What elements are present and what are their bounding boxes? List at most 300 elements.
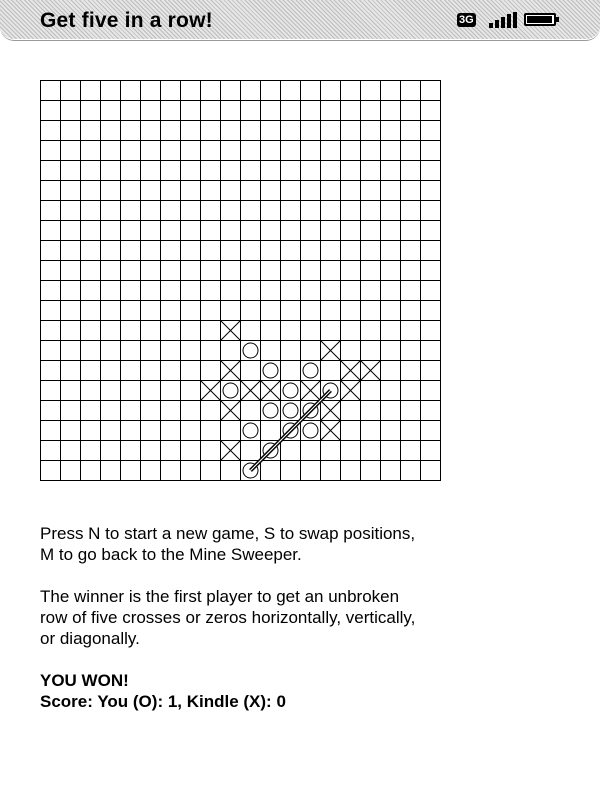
board-cell[interactable] [341,181,361,201]
board-cell[interactable] [221,141,241,161]
board-cell[interactable] [221,221,241,241]
board-cell[interactable] [401,261,421,281]
board-cell[interactable] [81,421,101,441]
board-cell[interactable] [101,401,121,421]
board-cell[interactable] [181,221,201,241]
board-cell[interactable] [181,141,201,161]
board-cell[interactable] [101,201,121,221]
board-cell[interactable] [121,261,141,281]
board-cell[interactable] [281,281,301,301]
board-cell[interactable] [221,281,241,301]
board-cell[interactable] [81,261,101,281]
board-cell[interactable] [161,341,181,361]
board-cell[interactable] [281,221,301,241]
board-cell[interactable] [241,441,261,461]
board-cell[interactable] [421,441,441,461]
board-cell[interactable] [81,441,101,461]
board-cell[interactable] [381,241,401,261]
board-cell[interactable] [341,421,361,441]
board-cell[interactable] [301,241,321,261]
board-cell[interactable] [301,101,321,121]
board-cell[interactable] [41,401,61,421]
board-cell[interactable] [401,381,421,401]
board-cell[interactable] [401,441,421,461]
board-cell[interactable] [101,161,121,181]
board-cell[interactable] [361,81,381,101]
board-cell[interactable] [261,241,281,261]
board-cell[interactable] [81,461,101,481]
board-cell[interactable] [101,121,121,141]
board-cell[interactable] [221,81,241,101]
board-cell[interactable] [321,301,341,321]
board-cell[interactable] [261,461,281,481]
board-cell[interactable] [141,461,161,481]
board-cell[interactable] [381,121,401,141]
board-cell[interactable] [61,361,81,381]
board-cell[interactable] [341,241,361,261]
board-cell[interactable] [301,181,321,201]
board-cell[interactable] [341,141,361,161]
board-cell[interactable] [381,341,401,361]
board-cell[interactable] [61,341,81,361]
board-cell[interactable] [241,401,261,421]
board-cell[interactable] [101,421,121,441]
board-cell[interactable] [321,281,341,301]
board-cell[interactable] [401,181,421,201]
board-cell[interactable] [381,301,401,321]
board-cell[interactable] [421,141,441,161]
board-cell[interactable] [281,341,301,361]
board-cell[interactable] [361,381,381,401]
board-cell[interactable] [381,101,401,121]
board-cell[interactable] [341,401,361,421]
board-cell[interactable] [381,381,401,401]
board-cell[interactable] [281,321,301,341]
board-cell[interactable] [301,321,321,341]
board-cell[interactable] [181,381,201,401]
board-cell[interactable] [261,281,281,301]
board-cell[interactable] [321,181,341,201]
board-cell[interactable] [81,341,101,361]
board-cell[interactable] [201,401,221,421]
board-cell[interactable] [81,101,101,121]
board-cell[interactable] [421,401,441,421]
board-cell[interactable] [401,101,421,121]
board-cell[interactable] [421,161,441,181]
board-cell[interactable] [221,421,241,441]
board-cell[interactable] [241,261,261,281]
board-cell[interactable] [341,201,361,221]
board-cell[interactable] [201,161,221,181]
board-cell[interactable] [321,101,341,121]
board-cell[interactable] [281,461,301,481]
board-cell[interactable] [121,101,141,121]
board-cell[interactable] [201,321,221,341]
board-cell[interactable] [61,301,81,321]
board-cell[interactable] [401,281,421,301]
board-cell[interactable] [61,441,81,461]
board-cell[interactable] [201,261,221,281]
board-cell[interactable] [341,321,361,341]
board-cell[interactable] [141,181,161,201]
board-cell[interactable] [221,241,241,261]
board-cell[interactable] [61,81,81,101]
board-cell[interactable] [141,341,161,361]
board-cell[interactable] [61,401,81,421]
board-cell[interactable] [101,181,121,201]
board-cell[interactable] [181,321,201,341]
board-cell[interactable] [121,141,141,161]
board-cell[interactable] [341,301,361,321]
board-cell[interactable] [281,441,301,461]
board-cell[interactable] [401,421,421,441]
board-cell[interactable] [201,461,221,481]
board-cell[interactable] [241,281,261,301]
board-cell[interactable] [321,141,341,161]
board-cell[interactable] [221,301,241,321]
board-cell[interactable] [381,461,401,481]
board-cell[interactable] [261,341,281,361]
board-cell[interactable] [381,81,401,101]
board-cell[interactable] [141,261,161,281]
board-cell[interactable] [141,321,161,341]
board-cell[interactable] [61,181,81,201]
board-cell[interactable] [81,221,101,241]
board-cell[interactable] [61,141,81,161]
board-cell[interactable] [41,221,61,241]
board-cell[interactable] [321,81,341,101]
board-cell[interactable] [61,281,81,301]
board-cell[interactable] [41,321,61,341]
board-cell[interactable] [361,241,381,261]
board-cell[interactable] [161,321,181,341]
board-cell[interactable] [381,261,401,281]
board-cell[interactable] [181,401,201,421]
board-cell[interactable] [81,241,101,261]
board-cell[interactable] [161,241,181,261]
board-cell[interactable] [421,461,441,481]
board-cell[interactable] [141,281,161,301]
board-cell[interactable] [101,461,121,481]
board-cell[interactable] [301,461,321,481]
board-cell[interactable] [181,301,201,321]
board-cell[interactable] [261,261,281,281]
board-cell[interactable] [181,281,201,301]
board-cell[interactable] [101,301,121,321]
board-cell[interactable] [121,421,141,441]
board-cell[interactable] [201,421,221,441]
board-cell[interactable] [121,181,141,201]
board-cell[interactable] [61,381,81,401]
board-cell[interactable] [321,161,341,181]
board-cell[interactable] [41,181,61,201]
board-cell[interactable] [161,221,181,241]
board-cell[interactable] [321,241,341,261]
board-cell[interactable] [241,121,261,141]
board-cell[interactable] [161,441,181,461]
board-cell[interactable] [201,221,221,241]
board-cell[interactable] [421,81,441,101]
board-cell[interactable] [121,321,141,341]
board-cell[interactable] [201,141,221,161]
board-cell[interactable] [141,381,161,401]
board-cell[interactable] [41,141,61,161]
board-cell[interactable] [61,261,81,281]
board-cell[interactable] [381,281,401,301]
board-cell[interactable] [41,261,61,281]
board-cell[interactable] [41,421,61,441]
board-cell[interactable] [121,241,141,261]
board-cell[interactable] [341,81,361,101]
board-cell[interactable] [361,261,381,281]
board-cell[interactable] [261,161,281,181]
board-cell[interactable] [421,221,441,241]
board-cell[interactable] [81,361,101,381]
board-cell[interactable] [81,381,101,401]
board-cell[interactable] [381,441,401,461]
board-cell[interactable] [301,341,321,361]
board-cell[interactable] [361,141,381,161]
board-cell[interactable] [281,301,301,321]
board-cell[interactable] [261,141,281,161]
board-cell[interactable] [421,361,441,381]
board-cell[interactable] [121,161,141,181]
board-cell[interactable] [261,101,281,121]
board-cell[interactable] [141,221,161,241]
board-cell[interactable] [101,221,121,241]
board-cell[interactable] [201,361,221,381]
board-cell[interactable] [401,301,421,321]
board-cell[interactable] [141,241,161,261]
board-cell[interactable] [41,101,61,121]
board-cell[interactable] [141,81,161,101]
board-cell[interactable] [181,101,201,121]
board-cell[interactable] [121,121,141,141]
board-cell[interactable] [361,201,381,221]
board-cell[interactable] [401,221,421,241]
board-cell[interactable] [101,281,121,301]
board-cell[interactable] [61,241,81,261]
board-cell[interactable] [361,321,381,341]
board-cell[interactable] [161,421,181,441]
board-cell[interactable] [381,201,401,221]
board-cell[interactable] [361,281,381,301]
board-cell[interactable] [281,241,301,261]
board-cell[interactable] [341,461,361,481]
board-cell[interactable] [121,301,141,321]
board-cell[interactable] [121,381,141,401]
board-cell[interactable] [281,361,301,381]
board-cell[interactable] [101,241,121,261]
board-cell[interactable] [241,301,261,321]
board-cell[interactable] [121,461,141,481]
board-cell[interactable] [161,461,181,481]
board-cell[interactable] [241,141,261,161]
board-cell[interactable] [181,241,201,261]
board-cell[interactable] [381,401,401,421]
board-cell[interactable] [121,361,141,381]
board-cell[interactable] [381,321,401,341]
board-cell[interactable] [141,361,161,381]
board-cell[interactable] [141,141,161,161]
board-cell[interactable] [101,321,121,341]
board-cell[interactable] [261,121,281,141]
board-cell[interactable] [281,141,301,161]
board-cell[interactable] [261,181,281,201]
board-cell[interactable] [161,201,181,221]
board-cell[interactable] [101,101,121,121]
board-cell[interactable] [121,281,141,301]
board-cell[interactable] [221,261,241,281]
board-cell[interactable] [301,441,321,461]
board-cell[interactable] [241,81,261,101]
board-cell[interactable] [81,281,101,301]
board-cell[interactable] [141,121,161,141]
board-cell[interactable] [361,401,381,421]
board-cell[interactable] [221,101,241,121]
board-cell[interactable] [341,341,361,361]
board-cell[interactable] [381,221,401,241]
board-cell[interactable] [301,261,321,281]
board-cell[interactable] [241,221,261,241]
board-cell[interactable] [141,441,161,461]
board-cell[interactable] [301,81,321,101]
board-cell[interactable] [41,341,61,361]
board-cell[interactable] [101,441,121,461]
board-cell[interactable] [121,201,141,221]
board-cell[interactable] [301,281,321,301]
board-cell[interactable] [421,121,441,141]
board-cell[interactable] [161,141,181,161]
board-cell[interactable] [301,221,321,241]
board-cell[interactable] [141,101,161,121]
board-cell[interactable] [281,201,301,221]
board-cell[interactable] [221,341,241,361]
board-cell[interactable] [321,221,341,241]
board-cell[interactable] [301,301,321,321]
board-cell[interactable] [381,421,401,441]
board-cell[interactable] [321,261,341,281]
board-cell[interactable] [321,121,341,141]
board-cell[interactable] [421,241,441,261]
board-cell[interactable] [321,201,341,221]
board-cell[interactable] [261,301,281,321]
board-cell[interactable] [101,381,121,401]
board-cell[interactable] [61,321,81,341]
board-cell[interactable] [421,281,441,301]
board-cell[interactable] [61,101,81,121]
board-cell[interactable] [201,281,221,301]
board-cell[interactable] [161,381,181,401]
board-cell[interactable] [341,101,361,121]
board-cell[interactable] [181,161,201,181]
board-cell[interactable] [181,81,201,101]
board-cell[interactable] [41,301,61,321]
board-cell[interactable] [401,141,421,161]
board-cell[interactable] [141,401,161,421]
board-cell[interactable] [201,241,221,261]
board-cell[interactable] [101,141,121,161]
board-cell[interactable] [401,241,421,261]
board-cell[interactable] [201,181,221,201]
board-cell[interactable] [341,281,361,301]
board-cell[interactable] [261,81,281,101]
board-cell[interactable] [341,261,361,281]
board-cell[interactable] [41,201,61,221]
board-cell[interactable] [221,201,241,221]
board-cell[interactable] [41,121,61,141]
game-board[interactable] [40,80,441,481]
board-cell[interactable] [221,461,241,481]
board-cell[interactable] [261,421,281,441]
board-cell[interactable] [181,441,201,461]
board-cell[interactable] [421,381,441,401]
board-cell[interactable] [381,161,401,181]
board-cell[interactable] [241,241,261,261]
board-cell[interactable] [61,461,81,481]
board-cell[interactable] [81,161,101,181]
board-cell[interactable] [121,81,141,101]
board-cell[interactable] [181,121,201,141]
board-cell[interactable] [101,81,121,101]
board-cell[interactable] [181,361,201,381]
board-cell[interactable] [381,141,401,161]
board-cell[interactable] [361,161,381,181]
board-cell[interactable] [221,121,241,141]
board-cell[interactable] [241,201,261,221]
board-cell[interactable] [181,201,201,221]
board-cell[interactable] [161,401,181,421]
board-cell[interactable] [401,201,421,221]
board-cell[interactable] [61,121,81,141]
board-cell[interactable] [121,401,141,421]
board-cell[interactable] [361,421,381,441]
board-cell[interactable] [161,301,181,321]
board-cell[interactable] [401,121,421,141]
board-cell[interactable] [121,221,141,241]
board-cell[interactable] [421,321,441,341]
board-cell[interactable] [421,301,441,321]
board-cell[interactable] [181,461,201,481]
board-cell[interactable] [41,281,61,301]
board-cell[interactable] [181,421,201,441]
board-cell[interactable] [401,461,421,481]
board-cell[interactable] [301,161,321,181]
board-cell[interactable] [161,101,181,121]
board-cell[interactable] [201,301,221,321]
board-cell[interactable] [341,121,361,141]
board-cell[interactable] [401,81,421,101]
board-cell[interactable] [81,321,101,341]
board-cell[interactable] [41,161,61,181]
board-cell[interactable] [321,361,341,381]
board-cell[interactable] [201,201,221,221]
board-cell[interactable] [361,461,381,481]
board-cell[interactable] [141,161,161,181]
board-cell[interactable] [61,221,81,241]
board-cell[interactable] [201,441,221,461]
board-cell[interactable] [281,181,301,201]
board-cell[interactable] [161,261,181,281]
board-cell[interactable] [101,341,121,361]
board-cell[interactable] [141,421,161,441]
board-cell[interactable] [341,441,361,461]
board-cell[interactable] [61,201,81,221]
board-cell[interactable] [161,81,181,101]
board-cell[interactable] [181,341,201,361]
board-cell[interactable] [201,101,221,121]
board-cell[interactable] [161,181,181,201]
